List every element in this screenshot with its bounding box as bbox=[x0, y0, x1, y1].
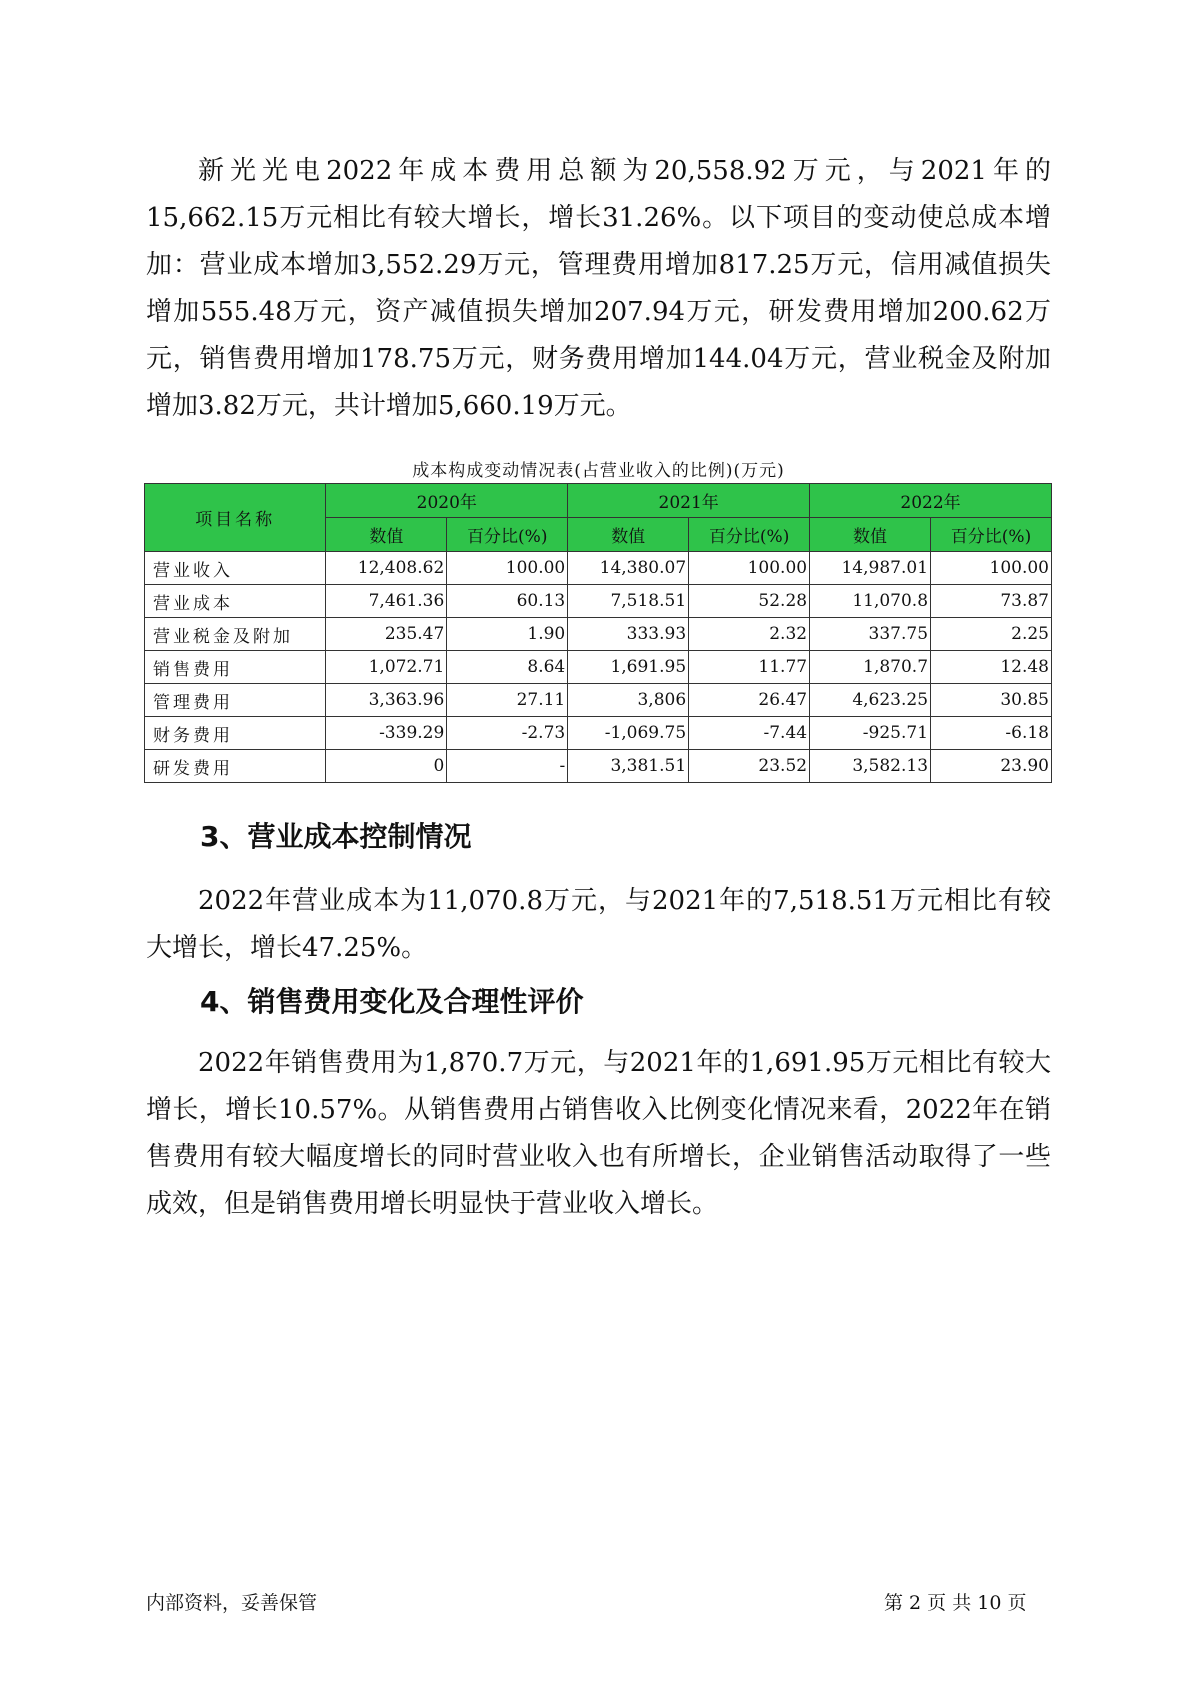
row-label: 研发费用 bbox=[145, 750, 326, 783]
section-heading-sales-expense: 4、销售费用变化及合理性评价 bbox=[200, 985, 584, 1018]
table-row bbox=[145, 684, 1052, 717]
row-label: 营业收入 bbox=[145, 552, 326, 585]
table-cell: -339.29 bbox=[326, 717, 447, 750]
row-label: 管理费用 bbox=[145, 684, 326, 717]
table-cell: 73.87 bbox=[931, 585, 1052, 618]
paragraph-text: 2022年销售费用为1,870.7万元，与2021年的1,691.95万元相比有较大增长，增长10.57%。从销售费用占销售收入比例变化情况来看，2022年在销售费用有较大幅度增长的同时营业收入也有所增长，企业销售活动取得了一些成效，但是销售费用增长明显快于营业收入增长。 bbox=[146, 1048, 1051, 1219]
table-cell: 1,072.71 bbox=[326, 651, 447, 684]
table-cell: 100.00 bbox=[689, 552, 810, 585]
paragraph-text: 新光光电2022年成本费用总额为20,558.92万元，与2021年的15,662.15万元相比有较大增长，增长31.26%。以下项目的变动使总成本增加：营业成本增加3,552.29万元，管理费用增加817.25万元，信用减值损失增加555.48万元，资产减值损失增加207.94万元，研发费用增加200.62万元，销售费用增加178.75万元，财务费用增加144.04万元，营业税金及附加增加3.82万元，共计增加5,660.19万元。 bbox=[146, 156, 1051, 421]
table-cell: 11,070.8 bbox=[810, 585, 931, 618]
row-label: 营业税金及附加 bbox=[145, 618, 326, 651]
footer-page-number: 第 2 页 共 10 页 bbox=[884, 1592, 1027, 1614]
table-cell: 1.90 bbox=[447, 618, 568, 651]
table-row bbox=[145, 651, 1052, 684]
table-cell: 11.77 bbox=[689, 651, 810, 684]
footer-confidential-note: 内部资料，妥善保管 bbox=[146, 1592, 318, 1614]
percent-header: 百分比(%) bbox=[447, 518, 568, 552]
year-header-2022: 2022年 bbox=[810, 484, 1052, 518]
table-cell: 4,623.25 bbox=[810, 684, 931, 717]
cost-structure-table bbox=[144, 483, 1052, 783]
percent-header: 百分比(%) bbox=[931, 518, 1052, 552]
row-label: 营业成本 bbox=[145, 585, 326, 618]
table-cell: 0 bbox=[326, 750, 447, 783]
table-cell: -6.18 bbox=[931, 717, 1052, 750]
table-cell: 3,582.13 bbox=[810, 750, 931, 783]
table-cell: -1,069.75 bbox=[568, 717, 689, 750]
table-cell: 14,987.01 bbox=[810, 552, 931, 585]
value-header: 数值 bbox=[810, 518, 931, 552]
table-cell: 27.11 bbox=[447, 684, 568, 717]
table-cell: 8.64 bbox=[447, 651, 568, 684]
table-cell: 12,408.62 bbox=[326, 552, 447, 585]
table-cell: 1,691.95 bbox=[568, 651, 689, 684]
table-cell: 3,381.51 bbox=[568, 750, 689, 783]
year-header-2020: 2020年 bbox=[326, 484, 568, 518]
row-label: 财务费用 bbox=[145, 717, 326, 750]
table-cell: 7,461.36 bbox=[326, 585, 447, 618]
item-name-header: 项目名称 bbox=[145, 484, 326, 552]
value-header: 数值 bbox=[326, 518, 447, 552]
value-header: 数值 bbox=[568, 518, 689, 552]
table-cell: 2.25 bbox=[931, 618, 1052, 651]
table-cell: -2.73 bbox=[447, 717, 568, 750]
table-row bbox=[145, 717, 1052, 750]
table-row bbox=[145, 585, 1052, 618]
table-caption: 成本构成变动情况表(占营业收入的比例)(万元) bbox=[412, 461, 785, 481]
table-cell: 333.93 bbox=[568, 618, 689, 651]
table-cell: -925.71 bbox=[810, 717, 931, 750]
year-header-2021: 2021年 bbox=[568, 484, 810, 518]
table-cell: 100.00 bbox=[447, 552, 568, 585]
percent-header: 百分比(%) bbox=[689, 518, 810, 552]
table-cell: 3,806 bbox=[568, 684, 689, 717]
table-cell: 23.90 bbox=[931, 750, 1052, 783]
sales-expense-paragraph bbox=[146, 1040, 1051, 1228]
section-heading-cost-control: 3、营业成本控制情况 bbox=[200, 820, 472, 853]
operating-cost-paragraph bbox=[146, 878, 1051, 972]
table-cell: 235.47 bbox=[326, 618, 447, 651]
table-cell: 1,870.7 bbox=[810, 651, 931, 684]
table-row bbox=[145, 750, 1052, 783]
table-row bbox=[145, 618, 1052, 651]
row-label: 销售费用 bbox=[145, 651, 326, 684]
paragraph-text: 2022年营业成本为11,070.8万元，与2021年的7,518.51万元相比有较大增长，增长47.25%。 bbox=[146, 886, 1051, 963]
table-cell: -7.44 bbox=[689, 717, 810, 750]
table-cell: 337.75 bbox=[810, 618, 931, 651]
table-cell: 23.52 bbox=[689, 750, 810, 783]
table-cell: 3,363.96 bbox=[326, 684, 447, 717]
table-cell: 30.85 bbox=[931, 684, 1052, 717]
table-row bbox=[145, 552, 1052, 585]
table-cell: 2.32 bbox=[689, 618, 810, 651]
table-cell: 52.28 bbox=[689, 585, 810, 618]
table-cell: 100.00 bbox=[931, 552, 1052, 585]
table-cell: 26.47 bbox=[689, 684, 810, 717]
table-cell: 14,380.07 bbox=[568, 552, 689, 585]
table-cell: 7,518.51 bbox=[568, 585, 689, 618]
table-cell: 60.13 bbox=[447, 585, 568, 618]
cost-summary-paragraph bbox=[146, 148, 1051, 430]
table-cell: - bbox=[447, 750, 568, 783]
table-cell: 12.48 bbox=[931, 651, 1052, 684]
